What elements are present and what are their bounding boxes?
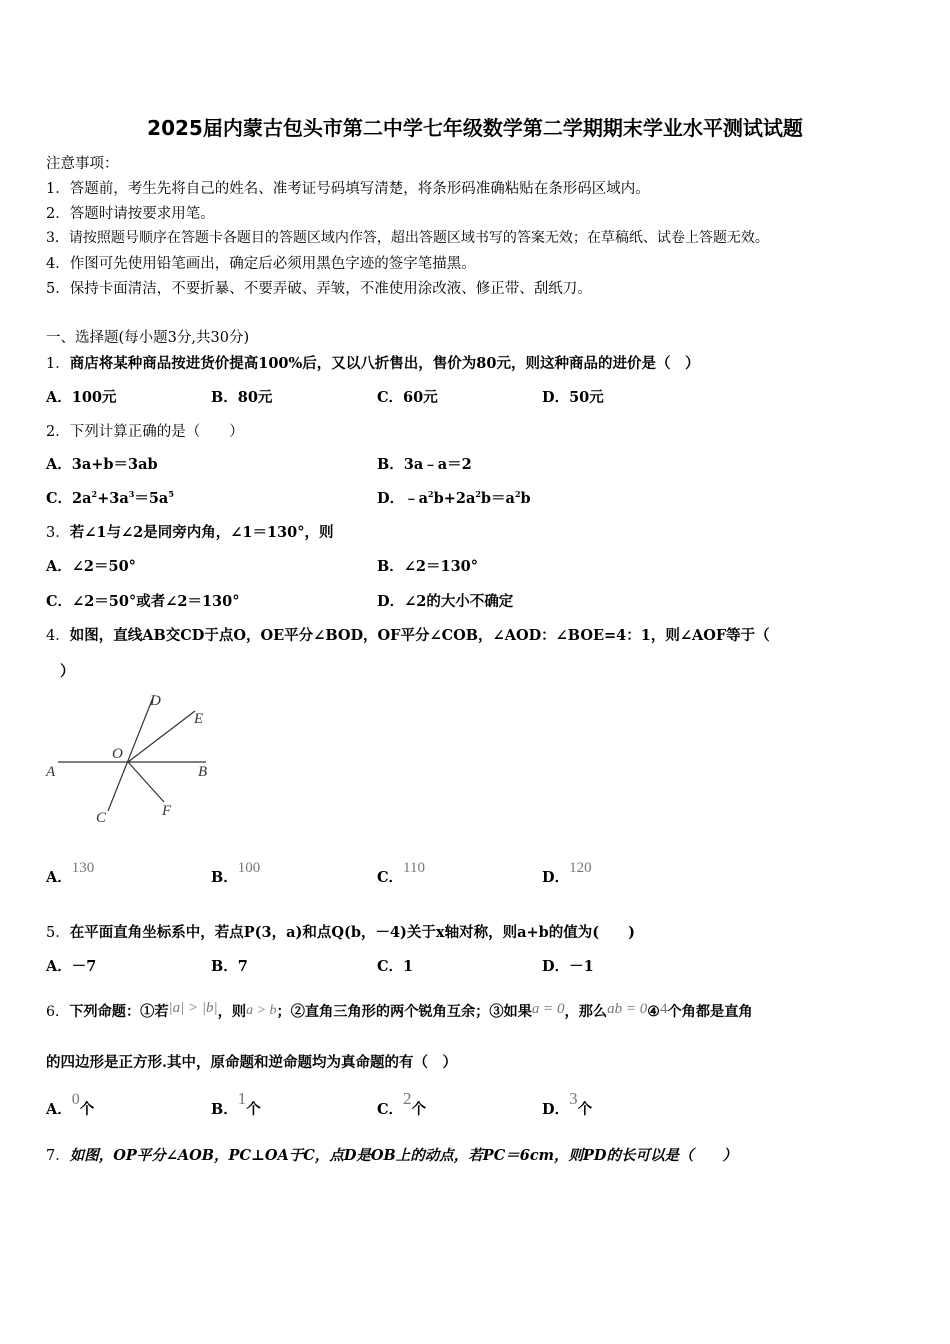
question-text-cont: 的四边形是正方形.其中，原命题和逆命题均为真命题的有（ ） — [46, 1054, 458, 1071]
question-number: 6． — [46, 1004, 70, 1020]
notice-item: 5．保持卡面清洁，不要折暴、不要弄破、弄皱，不准使用涂改液、修正带、刮纸刀。 — [46, 281, 592, 297]
option-c: C．$2a^2+3a^3=5a^5$ — [46, 489, 174, 507]
option-b: B．100 — [211, 860, 261, 886]
option-c: C．2个 — [377, 1089, 427, 1118]
option-c: C．1 — [377, 958, 414, 975]
notice-item: 4．作图可先使用铅笔画出，确定后必须用黑色字迹的签字笔描黑。 — [46, 256, 476, 272]
page-title: 2025届内蒙古包头市第二中学七年级数学第二学期期末学业水平测试试题 — [147, 116, 803, 140]
math-four: 4 — [659, 1001, 668, 1017]
option-b: B．∠2＝130° — [377, 558, 479, 575]
angle-figure — [40, 685, 230, 830]
label-f: F — [162, 803, 172, 819]
option-d: D．－1 — [542, 958, 594, 975]
question-text: 下列计算正确的是（ ） — [69, 424, 244, 440]
math-eq-ab: ab = 0 — [607, 1001, 648, 1017]
label-b: B — [198, 764, 208, 780]
option-a: A．3a+b＝3ab — [46, 456, 158, 473]
question-3 — [46, 521, 333, 542]
question-4 — [46, 624, 770, 645]
option-c: C．110 — [377, 860, 425, 886]
option-c: C．60元 — [377, 389, 438, 406]
option-b: B．3a﹣a＝2 — [377, 456, 472, 473]
label-e: E — [194, 711, 204, 727]
question-text: 若∠1与∠2是同旁内角，∠1＝130°，则 — [69, 524, 334, 541]
label-a: A — [46, 764, 56, 780]
math-ineq: a > b — [246, 1003, 277, 1018]
question-text-cont: ） — [60, 663, 75, 680]
question-5 — [46, 921, 635, 942]
option-d: D．3个 — [542, 1089, 593, 1118]
ray-of — [128, 762, 164, 802]
question-text: 如图，OP平分∠AOB，PC⊥OA于C，点D是OB上的动点，若PC＝6cm，则PD的长可以是（ ） — [69, 1147, 737, 1164]
math-eq-a: a = 0 — [531, 1001, 565, 1017]
question-text: 如图，直线AB交CD于点O，OE平分∠BOD，OF平分∠COB，∠AOD：∠BOE=4：1，则∠AOF等于（ — [69, 627, 770, 644]
question-number: 3． — [46, 525, 70, 541]
label-c: C — [96, 810, 107, 826]
option-b: B．80元 — [211, 389, 273, 406]
option-b: B．7 — [211, 958, 248, 975]
option-a: A．130 — [46, 860, 95, 886]
question-number: 1． — [46, 356, 70, 372]
notice-heading: 注意事项： — [46, 156, 119, 172]
option-a: A．－7 — [46, 958, 97, 975]
option-d: D．50元 — [542, 389, 604, 406]
option-a: A．∠2＝50° — [46, 558, 136, 575]
notice-item: 1．答题前，考生先将自己的姓名、准考证号码填写清楚，将条形码准确粘贴在条形码区域内。 — [46, 181, 650, 197]
question-7 — [46, 1144, 737, 1165]
question-6: 6．下列命题：①若|a| > |b|，则a > b；②直角三角形的两个锐角互余；③如果a = 0，那么ab = 0④4个角都是直角 — [46, 1000, 753, 1020]
question-number: 4． — [46, 628, 70, 644]
notice-item: 3．请按照题号顺序在答题卡各题目的答题区域内作答，超出答题区域书写的答案无效；在草稿纸、试卷上答题无效。 — [46, 230, 769, 246]
option-a: A．0个 — [46, 1091, 95, 1118]
question-text: 商店将某种商品按进货价提高100%后，又以八折售出，售价为80元，则这种商品的进价是（ ） — [69, 355, 700, 372]
option-a: A．100元 — [46, 389, 117, 406]
question-number: 2． — [46, 424, 70, 440]
label-d: D — [150, 693, 161, 709]
option-d: D．120 — [542, 860, 592, 886]
option-d: D．∠2的大小不确定 — [377, 593, 514, 610]
question-number: 7． — [46, 1148, 70, 1164]
section-heading: 一、选择题(每小题3分,共30分) — [46, 330, 250, 346]
question-number: 5． — [46, 925, 70, 941]
question-2 — [46, 420, 244, 441]
label-o: O — [112, 746, 123, 762]
option-b: B．1个 — [211, 1089, 261, 1118]
option-d: D．$﹣a^2b+2a^2b=a^2b$ — [377, 489, 531, 507]
math-abs-ineq: |a| > |b| — [168, 1000, 218, 1016]
question-1 — [46, 352, 699, 373]
question-text: 在平面直角坐标系中，若点P(3，a)和点Q(b，－4)关于x轴对称，则a+b的值为( ) — [69, 924, 635, 941]
notice-item: 2．答题时请按要求用笔。 — [46, 206, 215, 222]
option-c: C．∠2＝50°或者∠2＝130° — [46, 593, 240, 610]
